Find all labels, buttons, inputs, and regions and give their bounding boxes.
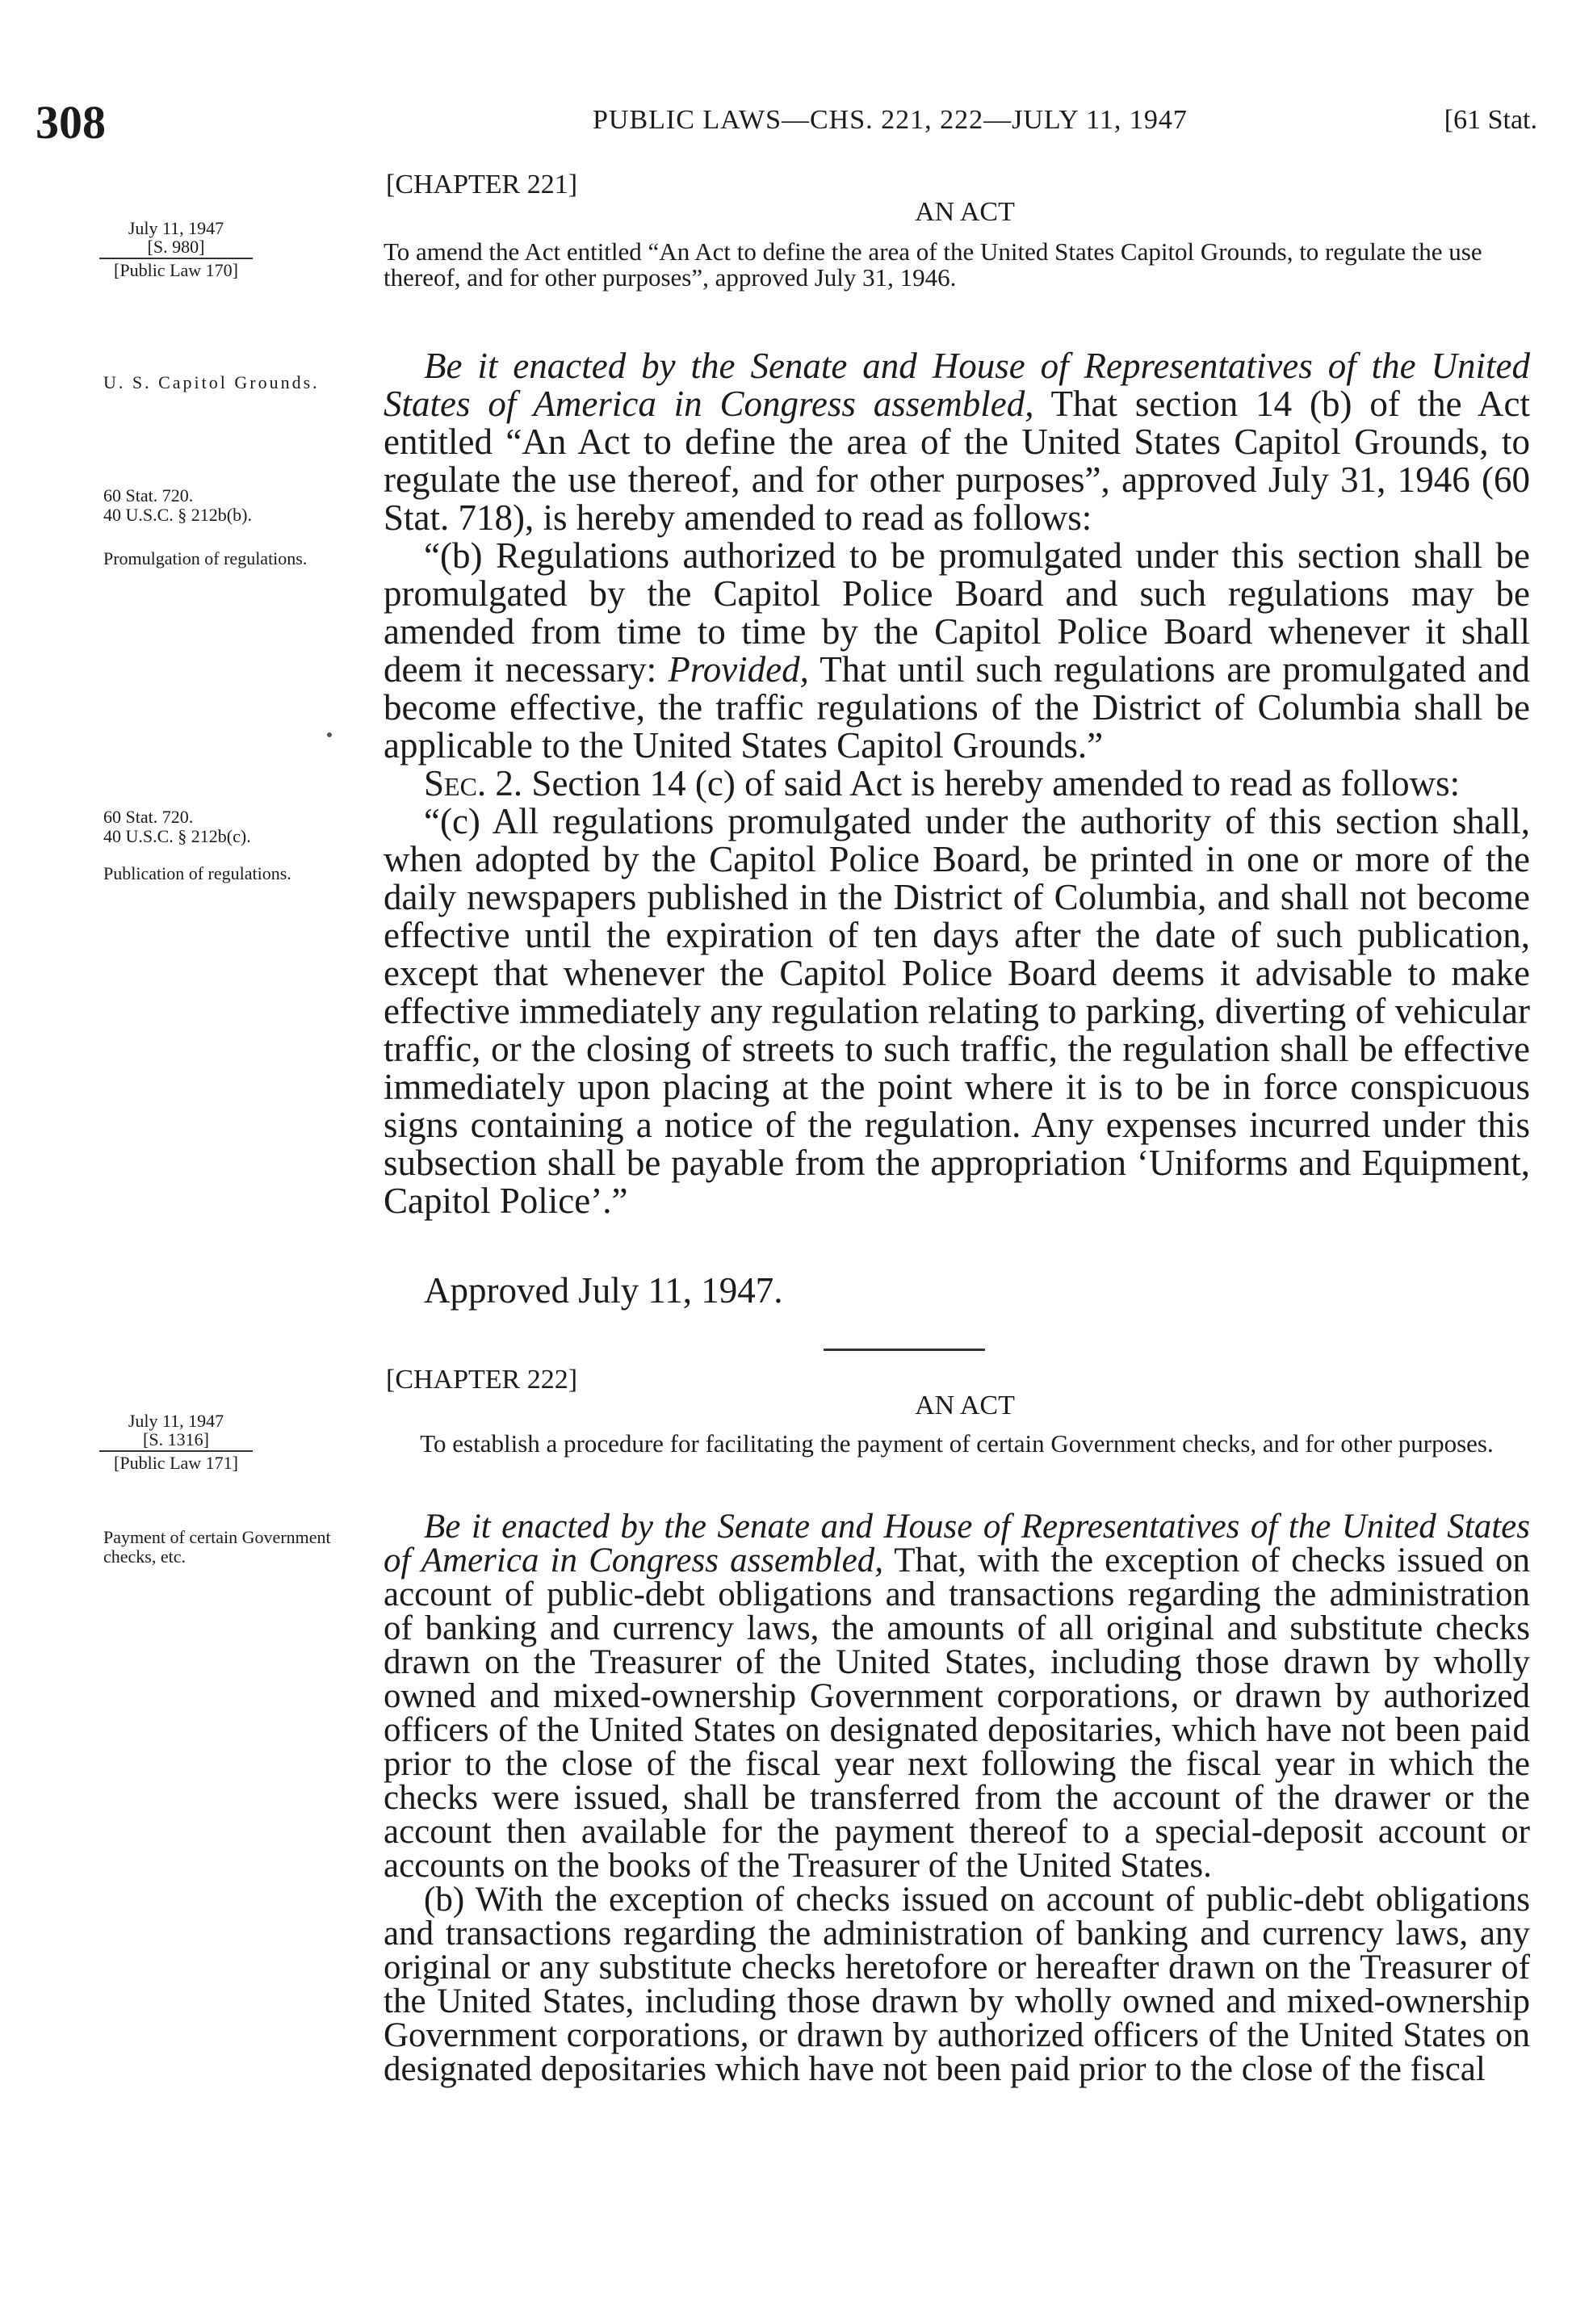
- chapter-222-body: [384, 1510, 1530, 2087]
- enacting-clause-222: [384, 1510, 1530, 1883]
- page-header: [36, 95, 1537, 149]
- enacting-text: That section 14 (b) of the Act entitled “An Act to define the area of the United States Capitol Grounds, to regulate the use thereof, and for other purposes”, approved July 31, 1946 (60 Stat. 718), is hereby amended to read as follows:: [384, 384, 1530, 538]
- chapter-221-purpose: To amend the Act entitled “An Act to define the area of the United States Capitol Grounds, to regulate the use thereof, and for other purposes”, approved July 31, 1946.: [384, 237, 1482, 292]
- side-divider: [99, 1450, 253, 1452]
- margin-dot: [327, 732, 332, 737]
- margin-note-payment-checks: Payment of certain Government checks, etc.: [103, 1527, 331, 1567]
- margin-note-promulgation: Promulgation of regulations.: [103, 548, 308, 568]
- provided-word: Provided,: [668, 649, 809, 690]
- approved-date: Approved July 11, 1947.: [424, 1270, 783, 1311]
- margin-note-publication: Publication of regulations.: [103, 863, 291, 883]
- chapter-separator: [824, 1349, 985, 1351]
- running-title: PUBLIC LAWS—CHS. 221, 222—JULY 11, 1947: [593, 105, 1188, 135]
- citation-2a: 60 Stat. 720.: [103, 807, 194, 827]
- enacting-formula: Be it enacted by the Senate and House of Representatives of the United States of America in Congress assembled,: [384, 346, 1530, 424]
- chapter-221-act-label: AN ACT: [915, 197, 1015, 227]
- citation-1a: 60 Stat. 720.: [103, 485, 194, 505]
- subsection-b-text-1: “(b) Regulations authorized to be promulgated under this section shall be promulgated by the Capitol Police Board and such regulations may be amended from time to time by the Capitol Police Board whenever it shall deem it necessary:: [384, 535, 1530, 690]
- chapter-221-side-reference: [103, 219, 249, 279]
- margin-note-capitol-grounds: U. S. Capitol Grounds.: [103, 372, 320, 392]
- enacting-text-222: That, with the exception of checks issued on account of public-debt obligations and transactions regarding the administration of banking and currency laws, the amounts of all original and substitute checks drawn on the Treasurer of the United States, including those drawn by wholly owned and mixed-ownership Government corporations, or drawn by authorized officers of the United States on designated depositaries, which have not been paid prior to the close of the fiscal year next following the fiscal year in which the checks were issued, shall be transferred from the account of the drawer or the account then available for the payment thereof to a special-deposit account or accounts on the books of the Treasurer of the United States.: [384, 1542, 1530, 1885]
- subsection-b-222: (b) With the exception of checks issued on account of public-debt obligations and transactions regarding the administration of banking and currency laws, any original or any substitute checks heretofore or hereafter drawn on the Treasurer of the United States, including those drawn by wholly owned and mixed-ownership Government corporations, or drawn by authorized officers of the United States on designated depositaries which have not been paid prior to the close of the fiscal: [384, 1881, 1530, 2088]
- section-2: [384, 765, 1530, 803]
- side-law: [Public Law 170]: [114, 260, 238, 280]
- chapter-221-heading: [CHAPTER 221]: [386, 170, 578, 199]
- subsection-c: “(c) All regulations promulgated under the authority of this section shall, when adopted by the Capitol Police Board, be printed in one or more of the daily newspapers published in the District of Columbia, and shall not become effective until the expiration of ten days after the date of such publication, except that whenever the Capitol Police Board deems it advisable to make effective immediately any regulation relating to parking, diverting of vehicular traffic, or the closing of streets to such traffic, the regulation shall be effective immediately upon placing at the point where it is to be in force conspicuous signs containing a notice of the regulation. Any expenses incurred under this subsection shall be payable from the appropriation ‘Uniforms and Equipment, Capitol Police’.”: [384, 801, 1530, 1221]
- chapter-222-act-label: AN ACT: [915, 1391, 1015, 1420]
- section-2-text: Section 14 (c) of said Act is hereby amended to read as follows:: [522, 763, 1461, 803]
- chapter-222-purpose: To establish a procedure for facilitating the payment of certain Government checks, and for other purposes.: [420, 1429, 1494, 1458]
- chapter-221-body: [384, 347, 1530, 1220]
- enacting-clause: [384, 347, 1530, 537]
- side-bill: [S. 1316]: [143, 1429, 209, 1449]
- chapter-222-heading: [CHAPTER 222]: [386, 1365, 578, 1395]
- side-law: [Public Law 171]: [114, 1453, 238, 1473]
- side-divider: [99, 258, 253, 259]
- enacting-formula-222: Be it enacted by the Senate and House of Representatives of the United States of America in Congress assembled,: [384, 1508, 1530, 1579]
- citation-2b: 40 U.S.C. § 212b(c).: [103, 826, 251, 846]
- volume-reference: [61 Stat.: [1444, 105, 1537, 135]
- page-number: 308: [36, 96, 106, 149]
- margin-note-citation-1: [103, 486, 374, 525]
- citation-1b: 40 U.S.C. § 212b(b).: [103, 505, 252, 525]
- side-date: July 11, 1947: [128, 218, 224, 238]
- side-date: July 11, 1947: [128, 1411, 224, 1431]
- subsection-b-text-2: That until such regulations are promulgated and become effective, the traffic regulations of the District of Columbia shall be applicable to the United States Capitol Grounds.”: [384, 649, 1530, 766]
- chapter-222-side-reference: [103, 1412, 249, 1472]
- subsection-b: [384, 537, 1530, 765]
- side-bill: [S. 980]: [147, 237, 205, 257]
- section-2-label: Sec. 2.: [424, 763, 523, 803]
- margin-note-citation-2: [103, 808, 374, 846]
